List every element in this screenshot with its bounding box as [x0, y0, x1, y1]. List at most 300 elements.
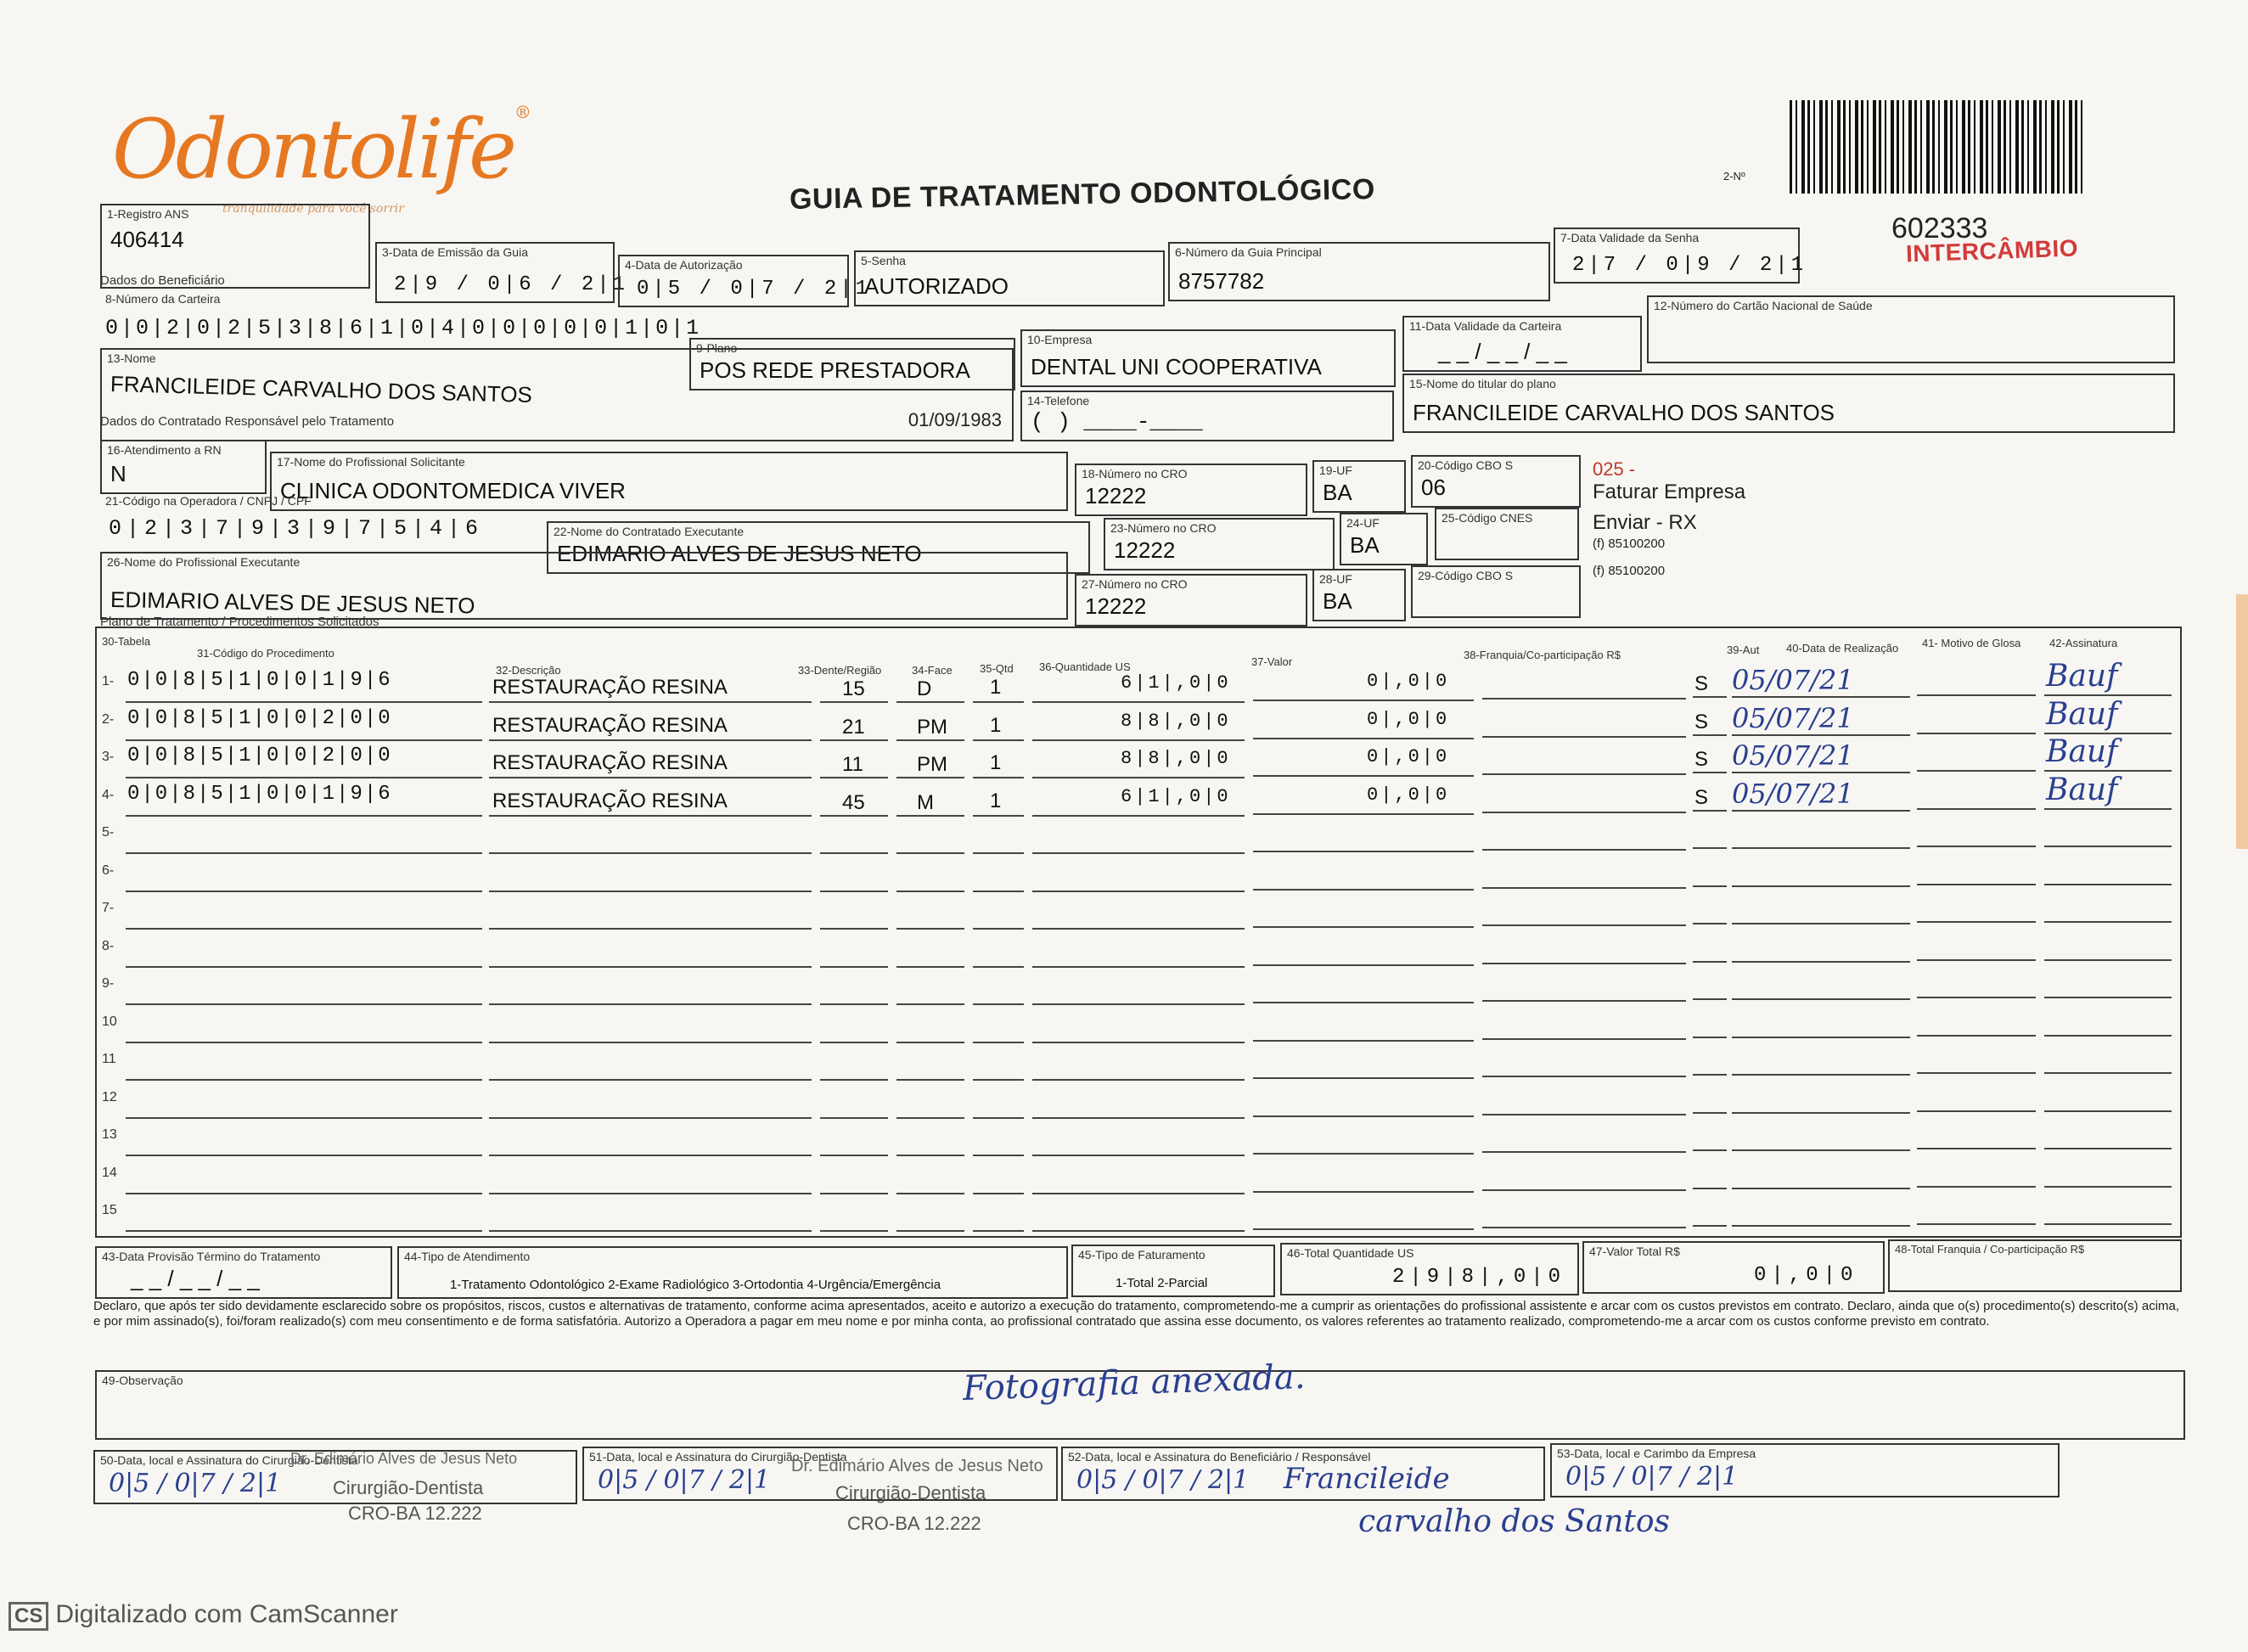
description-line: [489, 928, 812, 930]
signature-date: 0|5 / 0|7 / 2|1: [598, 1465, 771, 1495]
field-value: _ _ / _ _ / _ _: [131, 1266, 260, 1291]
signature-line: [2044, 1148, 2172, 1149]
copay-line: [1482, 1076, 1686, 1077]
us-line: [1032, 701, 1245, 703]
col-header-description: 32-Descrição: [496, 664, 561, 677]
field-label: 14-Telefone: [1027, 394, 1090, 407]
field-26-executing-professional[interactable]: [100, 552, 1068, 620]
field-label: 13-Nome: [107, 351, 156, 365]
description-line: [489, 1079, 812, 1081]
barcode: [1790, 100, 2087, 194]
row-number: 14: [102, 1166, 117, 1180]
qty-line: [973, 701, 1024, 703]
tooth-face: M: [917, 791, 934, 814]
field-25-cnes[interactable]: [1435, 508, 1579, 560]
code-line: [126, 1003, 482, 1005]
row-signature: Bauf: [2046, 659, 2118, 694]
field-23-cro[interactable]: [1104, 518, 1335, 570]
page-edge-strip: [2236, 594, 2248, 849]
row-number: 15: [102, 1203, 117, 1217]
row-number: 9-: [102, 976, 115, 991]
field-14-phone[interactable]: [1020, 391, 1394, 441]
col-header-date: 40-Data de Realização: [1786, 642, 1899, 655]
quantity-us: 6|1|,0|0: [1121, 672, 1231, 694]
code-line: [126, 928, 482, 930]
description-line: [489, 891, 812, 892]
signature-line: [2044, 1035, 2172, 1037]
field-label: 43-Data Provisão Término do Tratamento: [102, 1250, 321, 1263]
field-20-cbo[interactable]: [1411, 455, 1581, 508]
section-beneficiary: Dados do Beneficiário: [100, 273, 225, 288]
aut-line: [1693, 734, 1727, 736]
code-line: [126, 1117, 482, 1119]
field-value: ( ) ____-____: [1031, 409, 1203, 435]
qty-line: [973, 739, 1024, 741]
scanner-text: Digitalizado com CamScanner: [55, 1600, 398, 1628]
value-line: [1253, 851, 1474, 852]
logo-registered-mark: ®: [514, 102, 531, 122]
row-number: 8-: [102, 939, 115, 953]
code-line: [126, 966, 482, 968]
gloss-line: [1917, 921, 2036, 923]
field-44-care-type[interactable]: [397, 1246, 1068, 1299]
date-line: [1732, 998, 1910, 1000]
stamp-cro: CRO-BA 12.222: [348, 1503, 482, 1524]
quantity-us: 8|8|,0|0: [1121, 711, 1231, 732]
realization-date: 05/07/21: [1732, 702, 1854, 734]
tooth-face: D: [917, 677, 932, 700]
us-line: [1032, 852, 1245, 854]
qty-line: [973, 777, 1024, 778]
field-label: 51-Data, local e Assinatura do Cirurgião-Dentista: [589, 1450, 847, 1464]
aut-line: [1693, 847, 1727, 849]
gloss-line: [1917, 1223, 2036, 1225]
field-label: 1-Registro ANS: [107, 207, 189, 221]
procedure-code: 0|0|8|5|1|0|0|2|0|0: [127, 707, 392, 730]
field-15-plan-holder[interactable]: [1402, 374, 2175, 433]
col-header-us: 36-Quantidade US: [1039, 660, 1131, 673]
field-value: 2|9 / 0|6 / 2|1: [394, 273, 629, 296]
value-line: [1253, 1228, 1474, 1230]
copay-line: [1482, 924, 1686, 926]
quantity: 1: [990, 714, 1002, 737]
field-value: 8757782: [1178, 268, 1265, 294]
realization-date: 05/07/21: [1732, 664, 1854, 696]
copay-line: [1482, 736, 1686, 738]
stamp-title: Cirurgião-Dentista: [333, 1477, 484, 1498]
signature-date: 0|5 / 0|7 / 2|1: [1565, 1462, 1739, 1492]
code-line: [126, 891, 482, 892]
row-number: 2-: [102, 712, 115, 727]
stamp-title: Cirurgião-Dentista: [835, 1482, 986, 1503]
field-label: 47-Valor Total R$: [1589, 1245, 1680, 1258]
code-line: [126, 777, 482, 778]
description-line: [489, 1230, 812, 1232]
field-label: 27-Número no CRO: [1082, 577, 1188, 591]
value-line: [1253, 1153, 1474, 1155]
value-line: [1253, 1191, 1474, 1193]
code-line: [126, 852, 482, 854]
procedure-code: 0|0|8|5|1|0|0|2|0|0: [127, 745, 392, 767]
realization-date: 05/07/21: [1732, 739, 1854, 772]
field-48-total-copay[interactable]: [1888, 1239, 2182, 1292]
field-2-label: 2-Nº: [1723, 170, 1745, 183]
guide-number: 602333: [1891, 212, 1988, 244]
row-number: 1-: [102, 674, 115, 688]
field-value: N: [110, 461, 126, 486]
col-header-signature: 42-Assinatura: [2049, 637, 2118, 649]
field-label: 12-Número do Cartão Nacional de Saúde: [1654, 299, 1873, 312]
face-line: [896, 966, 964, 968]
field-5-password[interactable]: [854, 250, 1165, 306]
face-line: [896, 739, 964, 741]
row-number: 4-: [102, 788, 115, 802]
date-line: [1732, 1074, 1910, 1076]
signature-line: [2044, 1223, 2172, 1225]
field-value: 0|0|2|0|2|5|3|8|6|1|0|4|0|0|0|0|0|1|0|1: [105, 316, 702, 340]
tooth-region: 45: [842, 791, 865, 814]
field-28-uf[interactable]: [1312, 569, 1406, 621]
field-43-end-date[interactable]: [95, 1246, 392, 1299]
tooth-line: [820, 701, 888, 703]
copay-line: [1482, 1227, 1686, 1228]
row-number: 11: [102, 1052, 116, 1066]
field-value: 406414: [110, 227, 184, 252]
tooth-line: [820, 1042, 888, 1043]
col-header-gloss-reason: 41- Motivo de Glosa: [1922, 637, 2021, 649]
code-line: [126, 701, 482, 703]
date-line: [1732, 1112, 1910, 1114]
authorization: S: [1694, 786, 1709, 809]
stamp-cro: CRO-BA 12.222: [847, 1513, 981, 1534]
description-line: [489, 739, 812, 741]
side-note-code: 025 -: [1593, 458, 1636, 480]
field-label: 24-UF: [1346, 516, 1380, 530]
face-line: [896, 891, 964, 892]
birth-date: 01/09/1983: [908, 409, 1002, 430]
quantity-us: 6|1|,0|0: [1121, 786, 1231, 807]
value-line: [1253, 926, 1474, 928]
signature-line: [2044, 770, 2172, 772]
qty-line: [973, 966, 1024, 968]
field-27-cro[interactable]: [1075, 574, 1307, 627]
procedure-description: RESTAURAÇÃO RESINA: [492, 789, 728, 812]
face-line: [896, 928, 964, 930]
field-value: 2|9|8|,0|0: [1392, 1266, 1566, 1289]
tooth-region: 21: [842, 716, 865, 739]
field-50-dentist-signature[interactable]: [93, 1450, 577, 1504]
qty-line: [973, 1117, 1024, 1119]
tooth-line: [820, 1193, 888, 1194]
gloss-line: [1917, 694, 2036, 696]
us-line: [1032, 928, 1245, 930]
field-value: BA: [1350, 532, 1380, 558]
face-line: [896, 815, 964, 817]
gloss-line: [1917, 997, 2036, 998]
row-signature: Bauf: [2046, 734, 2118, 769]
description-line: [489, 966, 812, 968]
row-number: 12: [102, 1090, 117, 1104]
aut-line: [1693, 1074, 1727, 1076]
quantity: 1: [990, 676, 1002, 699]
description-line: [489, 1193, 812, 1194]
code-line: [126, 1155, 482, 1156]
field-value: DENTAL UNI COOPERATIVA: [1031, 354, 1322, 379]
date-line: [1732, 810, 1910, 812]
procedure-code: 0|0|8|5|1|0|0|1|9|6: [127, 783, 392, 806]
tooth-line: [820, 928, 888, 930]
field-label: 15-Nome do titular do plano: [1409, 377, 1556, 391]
aut-line: [1693, 961, 1727, 963]
date-line: [1732, 923, 1910, 924]
procedure-value: 0|,0|0: [1367, 709, 1450, 730]
field-6-main-guide-number[interactable]: [1168, 242, 1550, 301]
qty-line: [973, 928, 1024, 930]
procedure-code: 0|0|8|5|1|0|0|1|9|6: [127, 669, 392, 692]
field-value: _ _ / _ _ / _ _: [1438, 339, 1567, 364]
row-number: 3-: [102, 750, 115, 764]
tooth-region: 11: [842, 753, 863, 776]
face-line: [896, 1003, 964, 1005]
signature-line: [2044, 997, 2172, 998]
signature-date: 0|5 / 0|7 / 2|1: [109, 1469, 282, 1498]
field-12-national-health-card[interactable]: [1647, 295, 2175, 363]
realization-date: 05/07/21: [1732, 778, 1854, 810]
field-16-newborn[interactable]: [100, 440, 267, 494]
code-line: [126, 1079, 482, 1081]
code-line: [126, 1193, 482, 1194]
date-line: [1732, 734, 1910, 736]
procedure-description: RESTAURAÇÃO RESINA: [492, 676, 728, 699]
field-label: 18-Número no CRO: [1082, 467, 1188, 480]
us-line: [1032, 1193, 1245, 1194]
quantity: 1: [990, 789, 1002, 812]
aut-line: [1693, 810, 1727, 812]
face-line: [896, 777, 964, 778]
signature-line: [2044, 1072, 2172, 1074]
date-line: [1732, 772, 1910, 773]
aut-line: [1693, 1225, 1727, 1227]
description-line: [489, 815, 812, 817]
value-line: [1253, 964, 1474, 966]
field-18-cro[interactable]: [1075, 464, 1307, 516]
field-10-company[interactable]: [1020, 329, 1396, 387]
value-line: [1253, 700, 1474, 701]
field-label: 19-UF: [1319, 464, 1352, 477]
logo-brand-odonto: Odonto: [112, 102, 395, 197]
observation-handwriting: Fotografia anexada.: [962, 1357, 1307, 1409]
col-header-qty: 35-Qtd: [980, 662, 1014, 675]
tooth-line: [820, 739, 888, 741]
field-value: BA: [1323, 588, 1352, 614]
field-value: 0|,0|0: [1754, 1264, 1858, 1287]
procedure-value: 0|,0|0: [1367, 784, 1450, 806]
logo-tagline: tranquilidade para você sorrir: [222, 202, 404, 216]
tooth-line: [820, 966, 888, 968]
date-line: [1732, 1225, 1910, 1227]
gloss-line: [1917, 846, 2036, 847]
us-line: [1032, 1230, 1245, 1232]
tooth-face: PM: [917, 716, 947, 739]
us-line: [1032, 739, 1245, 741]
field-52-beneficiary-signature[interactable]: [1061, 1447, 1545, 1501]
procedure-value: 0|,0|0: [1367, 671, 1450, 692]
value-line: [1253, 889, 1474, 891]
stamp-name: Dr. Edimário Alves de Jesus Neto: [290, 1450, 518, 1467]
col-header-aut: 39-Aut: [1727, 643, 1760, 656]
field-label: 26-Nome do Profissional Executante: [107, 555, 301, 569]
field-label: 53-Data, local e Carimbo da Empresa: [1557, 1447, 1756, 1460]
field-24-uf[interactable]: [1340, 513, 1428, 565]
signature-line: [2044, 1110, 2172, 1112]
signature-line: [2044, 884, 2172, 885]
aut-line: [1693, 696, 1727, 698]
col-header-face: 34-Face: [912, 664, 953, 677]
field-7-password-validity[interactable]: [1554, 228, 1807, 284]
tooth-line: [820, 891, 888, 892]
gloss-line: [1917, 733, 2036, 734]
value-line: [1253, 775, 1474, 777]
field-value: 1-Total 2-Parcial: [1116, 1276, 1208, 1290]
aut-line: [1693, 885, 1727, 887]
gloss-line: [1917, 1110, 2036, 1112]
field-value: POS REDE PRESTADORA: [700, 357, 970, 383]
consent-declaration: Declaro, que após ter sido devidamente esclarecido sobre os propósitos, riscos, custos e alternativas de tratamento, conforme acima apresentados, aceito e autorizo a execução do tratamento, comprometendo-me a cumprir as orientações do profissional assistente e arcar com os custos previstos em contrato. Declaro, ainda que o(s) procedimento(s) descrito(s) acima, e por mim assinado(s), foi/foram realizado(s) com meu consentimento e de forma satisfatória. Autorizo a Operadora a pagar em meu nome e por minha conta, ao profissional contratado que assina esse documento, os valores referentes ao tratamento realizado, comprometendo-me a arcar com os custos conforme previsto em contrato.: [93, 1299, 2180, 1329]
face-line: [896, 1079, 964, 1081]
value-line: [1253, 1077, 1474, 1079]
field-label: 48-Total Franquia / Co-participação R$: [1895, 1243, 2085, 1256]
qty-line: [973, 1079, 1024, 1081]
copay-line: [1482, 1114, 1686, 1115]
description-line: [489, 777, 812, 778]
field-label: 6-Número da Guia Principal: [1175, 245, 1322, 259]
field-label: 50-Data, local e Assinatura do Cirurgião-Dentista: [100, 1453, 358, 1467]
copay-line: [1482, 698, 1686, 700]
tooth-line: [820, 1003, 888, 1005]
date-line: [1732, 1149, 1910, 1151]
aut-line: [1693, 1149, 1727, 1151]
field-51-dentist-signature[interactable]: [582, 1447, 1058, 1501]
qty-line: [973, 1003, 1024, 1005]
gloss-line: [1917, 1186, 2036, 1188]
us-line: [1032, 966, 1245, 968]
section-treatment-plan: Plano de Tratamento / Procedimentos Solicitados: [100, 615, 379, 629]
row-number: 6-: [102, 863, 115, 878]
authorization: S: [1694, 711, 1709, 733]
tooth-line: [820, 1230, 888, 1232]
description-line: [489, 1155, 812, 1156]
field-label: 21-Código na Operadora / CNPJ / CPF: [105, 494, 312, 508]
field-label: 23-Número no CRO: [1110, 521, 1217, 535]
field-46-total-us[interactable]: [1280, 1243, 1579, 1295]
field-label: 7-Data Validade da Senha: [1560, 231, 1700, 244]
description-line: [489, 1117, 812, 1119]
field-label: 17-Nome do Profissional Solicitante: [277, 455, 465, 469]
field-19-uf[interactable]: [1312, 460, 1406, 513]
col-header-code: 31-Código do Procedimento: [197, 647, 334, 660]
tooth-line: [820, 777, 888, 778]
field-value: AUTORIZADO: [864, 273, 1009, 299]
signature-line: [2044, 959, 2172, 961]
row-number: 7-: [102, 901, 115, 915]
field-value: 12222: [1085, 593, 1147, 619]
side-note-code-2: (f) 85100200: [1593, 564, 1666, 578]
us-line: [1032, 815, 1245, 817]
copay-line: [1482, 1038, 1686, 1040]
beneficiary-signature-2: carvalho dos Santos: [1358, 1504, 1671, 1539]
code-line: [126, 815, 482, 817]
field-value: 12222: [1114, 537, 1176, 563]
field-label: 52-Data, local e Assinatura do Beneficiário / Responsável: [1068, 1450, 1371, 1464]
section-contracted: Dados do Contratado Responsável pelo Tratamento: [100, 414, 395, 429]
beneficiary-signature-1: Francileide: [1284, 1462, 1450, 1496]
field-value: CLINICA ODONTOMEDICA VIVER: [280, 478, 626, 503]
value-line: [1253, 1002, 1474, 1003]
value-line: [1253, 813, 1474, 815]
description-line: [489, 1042, 812, 1043]
face-line: [896, 1193, 964, 1194]
field-label: 44-Tipo de Atendimento: [404, 1250, 531, 1263]
code-line: [126, 739, 482, 741]
scanner-footer: [8, 1600, 398, 1631]
side-note-code-1: (f) 85100200: [1593, 537, 1666, 551]
field-47-total-value[interactable]: [1582, 1241, 1885, 1294]
field-label: 5-Senha: [861, 254, 906, 267]
field-label: 10-Empresa: [1027, 333, 1093, 346]
tooth-line: [820, 1117, 888, 1119]
authorization: S: [1694, 748, 1709, 771]
tooth-line: [820, 815, 888, 817]
field-label: 46-Total Quantidade US: [1287, 1246, 1414, 1260]
exchange-stamp: INTERCÂMBIO: [1905, 234, 2079, 267]
code-line: [126, 1230, 482, 1232]
field-11-card-validity[interactable]: [1402, 316, 1642, 372]
field-label: 11-Data Validade da Carteira: [1409, 319, 1562, 333]
date-line: [1732, 885, 1910, 887]
side-note-send-rx: Enviar - RX: [1593, 511, 1697, 534]
gloss-line: [1917, 1035, 2036, 1037]
field-29-cbo[interactable]: [1411, 565, 1581, 618]
description-line: [489, 701, 812, 703]
field-label: 45-Tipo de Faturamento: [1078, 1248, 1205, 1261]
aut-line: [1693, 1037, 1727, 1038]
signature-date: 0|5 / 0|7 / 2|1: [1076, 1465, 1250, 1495]
field-value: EDIMARIO ALVES DE JESUS NETO: [110, 587, 475, 619]
copay-line: [1482, 1151, 1686, 1153]
field-49-observation[interactable]: [95, 1357, 2185, 1440]
field-label: 4-Data de Autorização: [625, 258, 743, 272]
value-line: [1253, 1040, 1474, 1042]
field-53-company-stamp[interactable]: [1550, 1443, 2060, 1497]
copay-line: [1482, 963, 1686, 964]
row-number: 5-: [102, 825, 115, 840]
date-line: [1732, 696, 1910, 698]
tooth-line: [820, 1079, 888, 1081]
gloss-line: [1917, 1148, 2036, 1149]
us-line: [1032, 1042, 1245, 1043]
signature-line: [2044, 1186, 2172, 1188]
field-label: 9-Plano: [696, 341, 738, 355]
field-label: 8-Número da Carteira: [105, 292, 221, 306]
copay-line: [1482, 773, 1686, 775]
field-value: FRANCILEIDE CARVALHO DOS SANTOS: [1413, 400, 1835, 425]
aut-line: [1693, 998, 1727, 1000]
tooth-region: 15: [842, 677, 865, 700]
copay-line: [1482, 812, 1686, 813]
field-label: 28-UF: [1319, 572, 1352, 586]
date-line: [1732, 1037, 1910, 1038]
field-45-billing-type[interactable]: [1071, 1245, 1275, 1297]
